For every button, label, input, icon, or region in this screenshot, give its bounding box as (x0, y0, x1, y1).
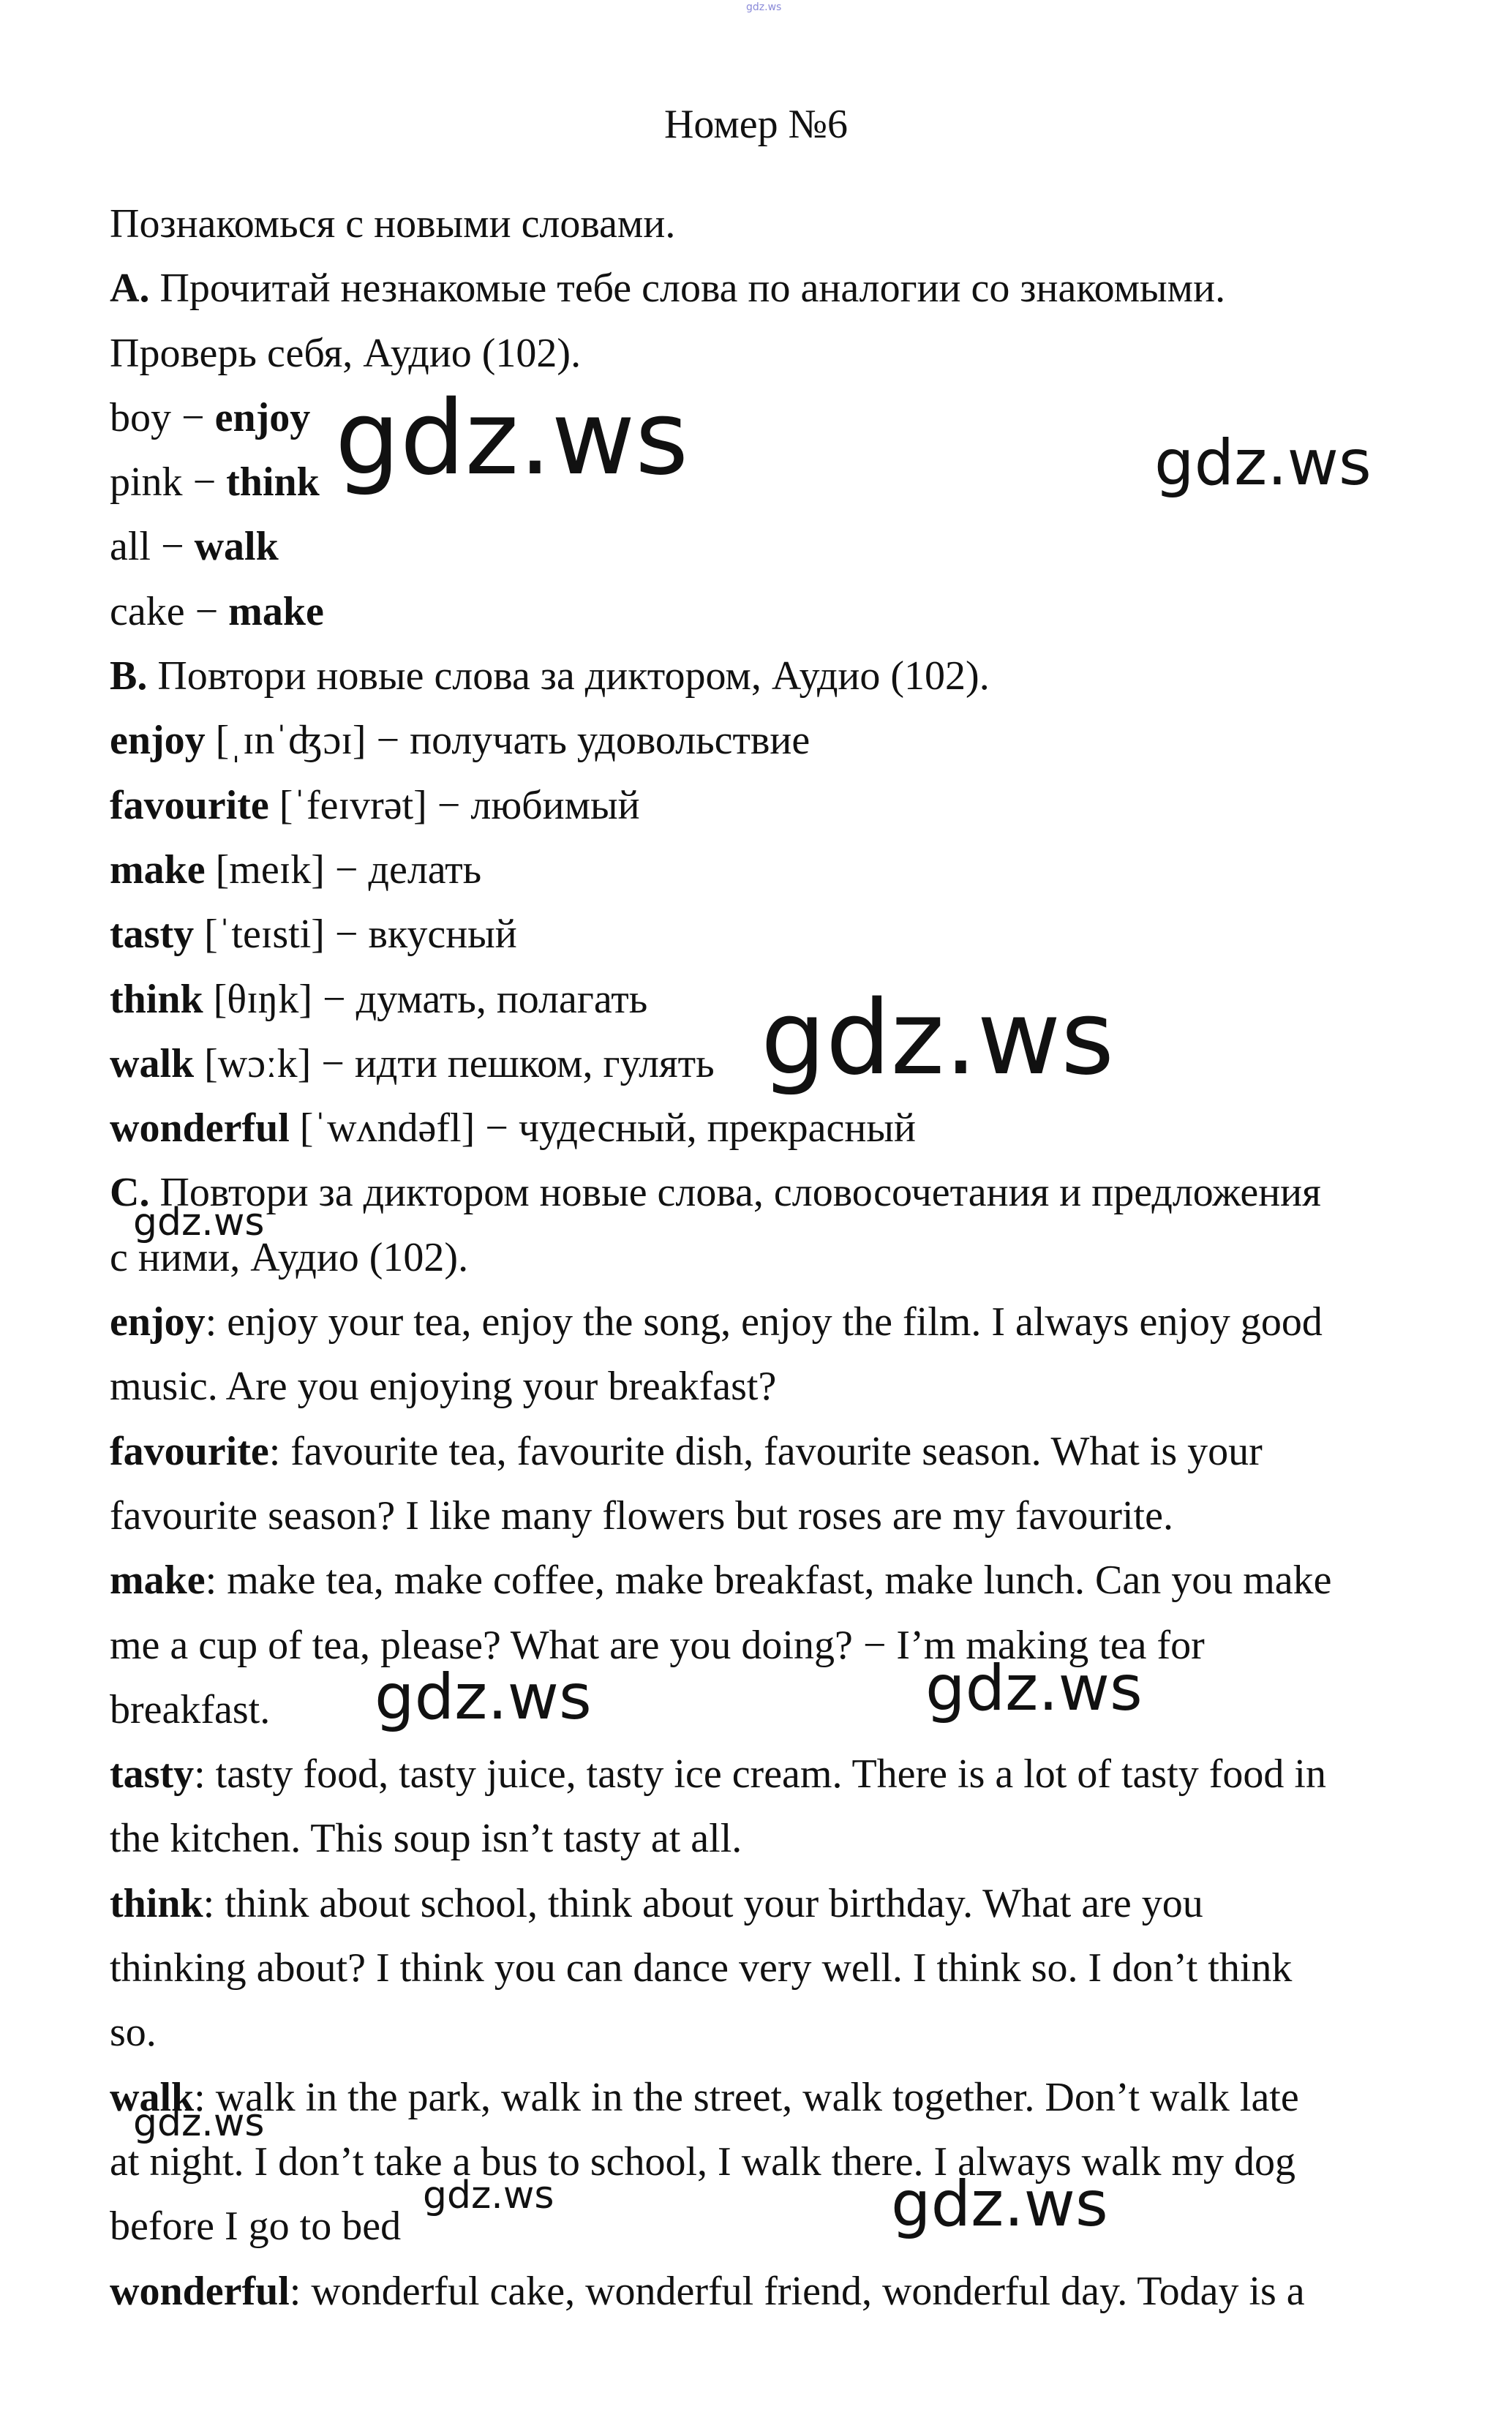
example-favourite: favourite: favourite tea, favourite dish, favourite season. What is your (110, 1428, 1263, 1474)
example-think: think: think about school, think about your birthday. What are you (110, 1880, 1203, 1926)
analogy-row: boy − enjoy (110, 394, 311, 440)
watermark: gdz.ws (1154, 427, 1372, 500)
vocab-row: think [θɪŋk] − думать, полагать (110, 976, 648, 1022)
watermark: gdz.ws (335, 379, 689, 498)
section-b-line: B. Повтори новые слова за диктором, Аудио (102). (110, 653, 990, 699)
watermark: gdz.ws (375, 1661, 592, 1734)
example-favourite-cont: favourite season? I like many flowers but roses are my favourite. (110, 1492, 1173, 1539)
section-c-line-2: с ними, Аудио (102). (110, 1234, 469, 1280)
example-walk: walk: walk in the park, walk in the street, walk together. Don’t walk late (110, 2074, 1299, 2120)
vocab-row: make [meɪk] − делать (110, 846, 482, 893)
example-make-cont: me a cup of tea, please? What are you doing? − I’m making tea for (110, 1622, 1205, 1668)
example-think-cont-2: so. (110, 2010, 157, 2056)
watermark: gdz.ws (761, 979, 1115, 1098)
watermark: gdz.ws (133, 1201, 265, 1244)
vocab-row: walk [wɔːk] − идти пешком, гулять (110, 1040, 715, 1086)
example-wonderful: wonderful: wonderful cake, wonderful friend, wonderful day. Today is a (110, 2268, 1305, 2314)
example-enjoy: enjoy: enjoy your tea, enjoy the song, enjoy the film. I always enjoy good (110, 1299, 1323, 1345)
vocab-row: tasty [ˈteɪsti] − вкусный (110, 912, 517, 958)
intro-line: Познакомься с новыми словами. (110, 201, 676, 247)
section-c-label: C. (110, 1170, 150, 1216)
page-title: Номер №6 (663, 102, 849, 147)
section-b-label: B. (110, 653, 148, 699)
example-make-cont-2: breakfast. (110, 1686, 271, 1732)
analogy-row: pink − think (110, 459, 320, 506)
vocab-row: wonderful [ˈwʌndəfl] − чудесный, прекрасный (110, 1105, 916, 1152)
watermark: gdz.ws (891, 2168, 1108, 2241)
example-tasty-cont: the kitchen. This soup isn’t tasty at all. (110, 1816, 742, 1862)
watermark: gdz.ws (133, 2101, 265, 2145)
example-enjoy-cont: music. Are you enjoying your breakfast? (110, 1364, 777, 1410)
example-tasty: tasty: tasty food, tasty juice, tasty ice cream. There is a lot of tasty food in (110, 1751, 1326, 1798)
example-make: make: make tea, make coffee, make breakfast, make lunch. Can you make (110, 1558, 1332, 1604)
example-walk-cont: at night. I don’t take a bus to school, I walk there. I always walk my dog (110, 2138, 1296, 2185)
page-content (110, 192, 1426, 2324)
section-a-line-2: Проверь себя, Аудио (102). (110, 330, 582, 376)
section-a-line: A. Прочитай незнакомые тебе слова по аналогии со знакомыми. (110, 266, 1226, 312)
analogy-row: all − walk (110, 524, 279, 570)
vocab-row: favourite [ˈfeɪvrət] − любимый (110, 782, 640, 828)
analogy-row: cake − make (110, 588, 324, 634)
top-watermark: gdz.ws (746, 1, 782, 13)
watermark: gdz.ws (925, 1652, 1143, 1725)
section-a-label: A. (110, 266, 150, 312)
example-walk-cont-2: before I go to bed (110, 2204, 402, 2250)
section-c-line: C. Повтори за диктором новые слова, словосочетания и предложения (110, 1170, 1321, 1216)
example-think-cont: thinking about? I think you can dance very well. I think so. I don’t think (110, 1945, 1293, 1991)
vocab-row: enjoy [ˌɪnˈʤɔɪ] − получать удовольствие (110, 718, 810, 764)
watermark: gdz.ws (423, 2174, 554, 2217)
